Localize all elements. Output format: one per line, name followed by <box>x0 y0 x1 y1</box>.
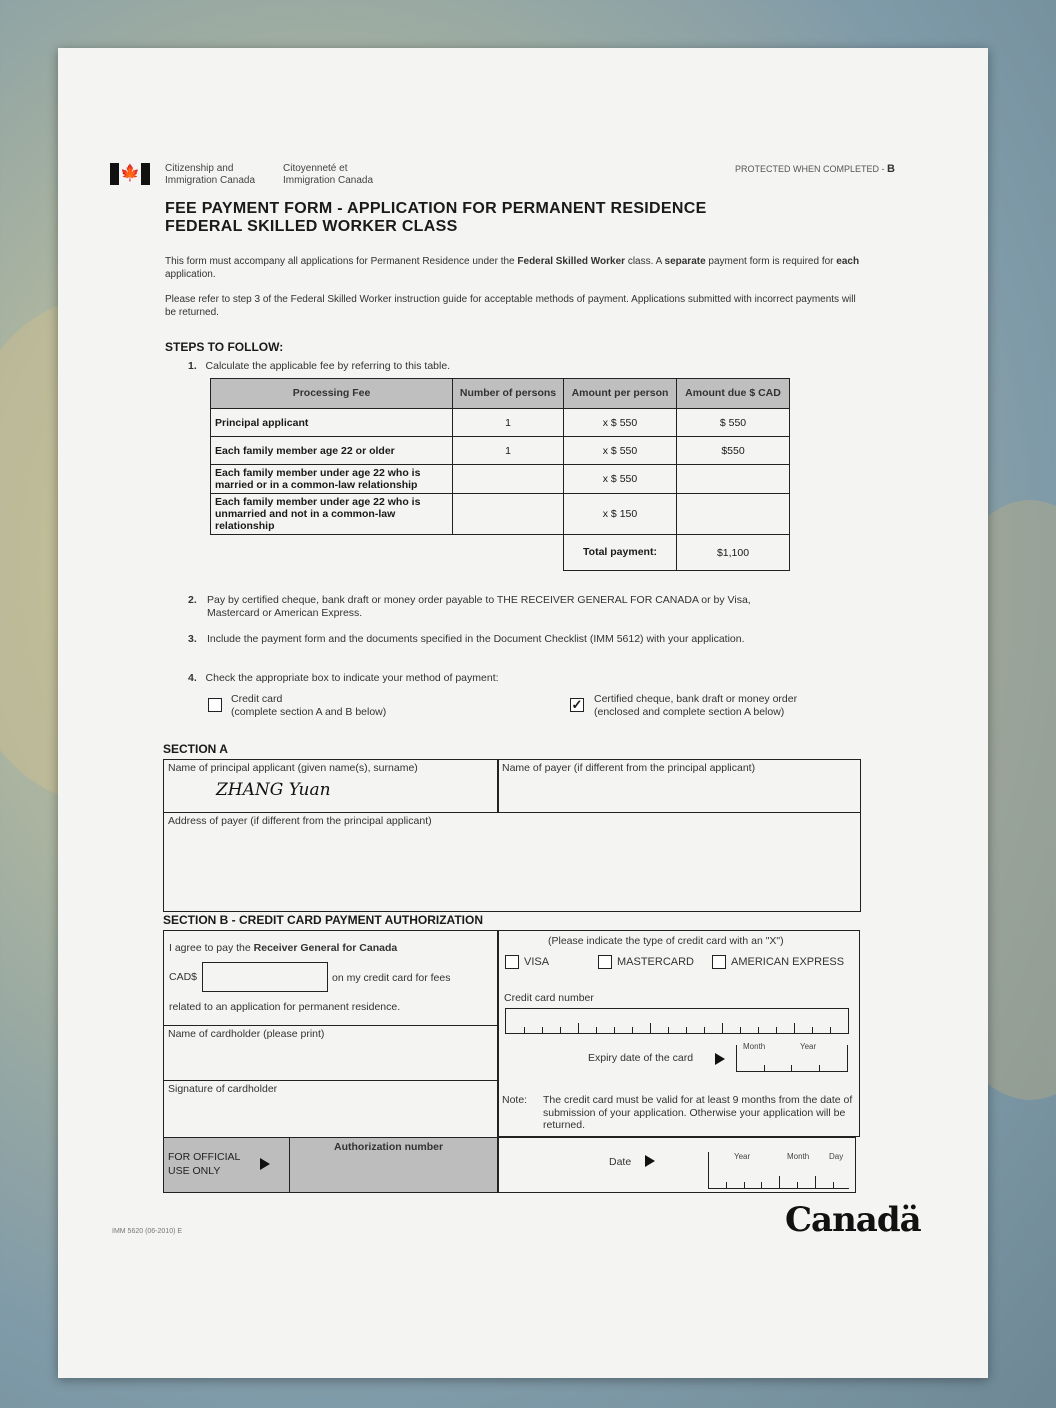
step-1: 1. Calculate the applicable fee by referring to this table. <box>188 360 451 372</box>
cheque-checkbox[interactable]: ✓ <box>571 697 583 712</box>
authorization-number-label: Authorization number <box>334 1141 444 1153</box>
canada-flag-icon: 🍁 <box>110 163 150 185</box>
agreement-box: I agree to pay the Receiver General for Canada CAD$ on my credit card for fees related to an application for permanent residence. <box>163 930 499 1026</box>
date-box: Date Year Month Day <box>497 1137 856 1193</box>
protected-label: PROTECTED WHEN COMPLETED - B <box>735 163 895 175</box>
section-b-heading: SECTION B - CREDIT CARD PAYMENT AUTHORIZATION <box>163 913 483 927</box>
digit-tick <box>632 1027 633 1033</box>
table-row: Each family member under age 22 who is unmarried and not in a common-law relationship x $ 150 <box>211 494 790 535</box>
step-4: 4. Check the appropriate box to indicate your method of payment: <box>188 672 499 684</box>
digit-tick <box>524 1027 525 1033</box>
fee-table <box>210 378 790 571</box>
visa-checkbox[interactable] <box>505 955 519 969</box>
persons-cell[interactable]: 1 <box>453 409 564 437</box>
fee-header: Processing Fee <box>211 379 453 409</box>
form-title: FEE PAYMENT FORM - APPLICATION FOR PERMANENT RESIDENCE FEDERAL SKILLED WORKER CLASS <box>165 200 707 235</box>
credit-card-option: Credit card (complete section A and B below) <box>231 693 387 718</box>
amount-due-cell[interactable] <box>677 465 790 494</box>
persons-cell[interactable]: 1 <box>453 437 564 465</box>
digit-tick <box>812 1027 813 1033</box>
digit-tick <box>740 1027 741 1033</box>
intro-paragraph-1: This form must accompany all applications for Permanent Residence under the Federal Skilled Worker class. A separate payment form is required for each application. <box>165 256 860 280</box>
digit-tick <box>560 1027 561 1033</box>
digit-tick <box>704 1027 705 1033</box>
cardholder-name-field[interactable]: Name of cardholder (please print) <box>163 1025 499 1081</box>
arrow-right-icon <box>645 1155 655 1167</box>
arrow-right-icon <box>260 1158 270 1170</box>
credit-card-details-box: (Please indicate the type of credit card with an "X") VISA MASTERCARD AMERICAN EXPRESS Credit card number Expiry date of the card Month Year Note: The credit card must be valid for at least 9 months from the date of submission of your application. Otherwise your application will be returned. <box>497 930 860 1137</box>
dept-name-fr: Citoyenneté et Immigration Canada <box>283 163 374 186</box>
table-row: Each family member under age 22 who is married or in a common-law relationship x $ 550 <box>211 465 790 494</box>
step-2: 2. Pay by certified cheque, bank draft or money order payable to THE RECEIVER GENERAL FOR CANADA or by Visa, Mastercard or American Express. <box>188 594 751 619</box>
payer-address-field[interactable]: Address of payer (if different from the principal applicant) <box>163 812 861 912</box>
amount-due-cell[interactable] <box>677 494 790 535</box>
persons-cell[interactable] <box>453 494 564 535</box>
digit-tick <box>758 1027 759 1033</box>
dept-name-en: Citizenship and Immigration Canada <box>165 163 256 186</box>
mastercard-checkbox[interactable] <box>598 955 612 969</box>
fee-header: Amount per person <box>564 379 677 409</box>
payer-name-field[interactable]: Name of payer (if different from the principal applicant) <box>497 759 861 813</box>
principal-applicant-field[interactable]: Name of principal applicant (given name(s), surname) ZHANG Yuan <box>163 759 499 813</box>
official-use-box: FOR OFFICIAL USE ONLY Authorization number <box>163 1137 499 1193</box>
cad-amount-input[interactable] <box>202 962 328 992</box>
table-row: Principal applicant 1 x $ 550 $ 550 <box>211 409 790 437</box>
fee-header: Amount due $ CAD <box>677 379 790 409</box>
arrow-right-icon <box>715 1053 725 1065</box>
fee-header: Number of persons <box>453 379 564 409</box>
persons-cell[interactable] <box>453 465 564 494</box>
step-3: 3. Include the payment form and the documents specified in the Document Checklist (IMM 5612) with your application. <box>188 633 745 645</box>
section-a-heading: SECTION A <box>163 742 228 756</box>
digit-tick <box>650 1023 651 1033</box>
digit-tick <box>776 1027 777 1033</box>
digit-tick <box>668 1027 669 1033</box>
date-input[interactable]: Year Month Day <box>708 1152 849 1189</box>
signature-field[interactable]: Signature of cardholder <box>163 1080 499 1138</box>
amex-checkbox[interactable] <box>712 955 726 969</box>
digit-tick <box>578 1023 579 1033</box>
table-row: Each family member age 22 or older 1 x $ 550 $550 <box>211 437 790 465</box>
digit-tick <box>614 1027 615 1033</box>
total-value[interactable]: $1,100 <box>677 535 790 571</box>
total-row <box>211 535 790 571</box>
digit-tick <box>542 1027 543 1033</box>
expiry-date-input[interactable]: Month Year <box>736 1045 848 1072</box>
form-code: IMM 5620 (06-2010) E <box>112 1228 183 1235</box>
steps-heading: STEPS TO FOLLOW: <box>165 340 284 354</box>
amount-due-cell[interactable]: $550 <box>677 437 790 465</box>
digit-tick <box>686 1027 687 1033</box>
intro-paragraph-2: Please refer to step 3 of the Federal Skilled Worker instruction guide for acceptable methods of payment. Applications submitted with incorrect payments will be returned. <box>165 294 856 318</box>
total-label: Total payment: <box>564 535 677 571</box>
principal-applicant-value: ZHANG Yuan <box>216 780 331 800</box>
amount-due-cell[interactable]: $ 550 <box>677 409 790 437</box>
credit-card-checkbox[interactable] <box>208 698 222 712</box>
digit-tick <box>794 1023 795 1033</box>
digit-tick <box>722 1023 723 1033</box>
canada-wordmark: Canadä <box>785 1200 921 1240</box>
cheque-option: Certified cheque, bank draft or money order (enclosed and complete section A below) <box>594 693 798 718</box>
card-number-input[interactable] <box>505 1008 849 1034</box>
digit-tick <box>596 1027 597 1033</box>
digit-tick <box>830 1027 831 1033</box>
